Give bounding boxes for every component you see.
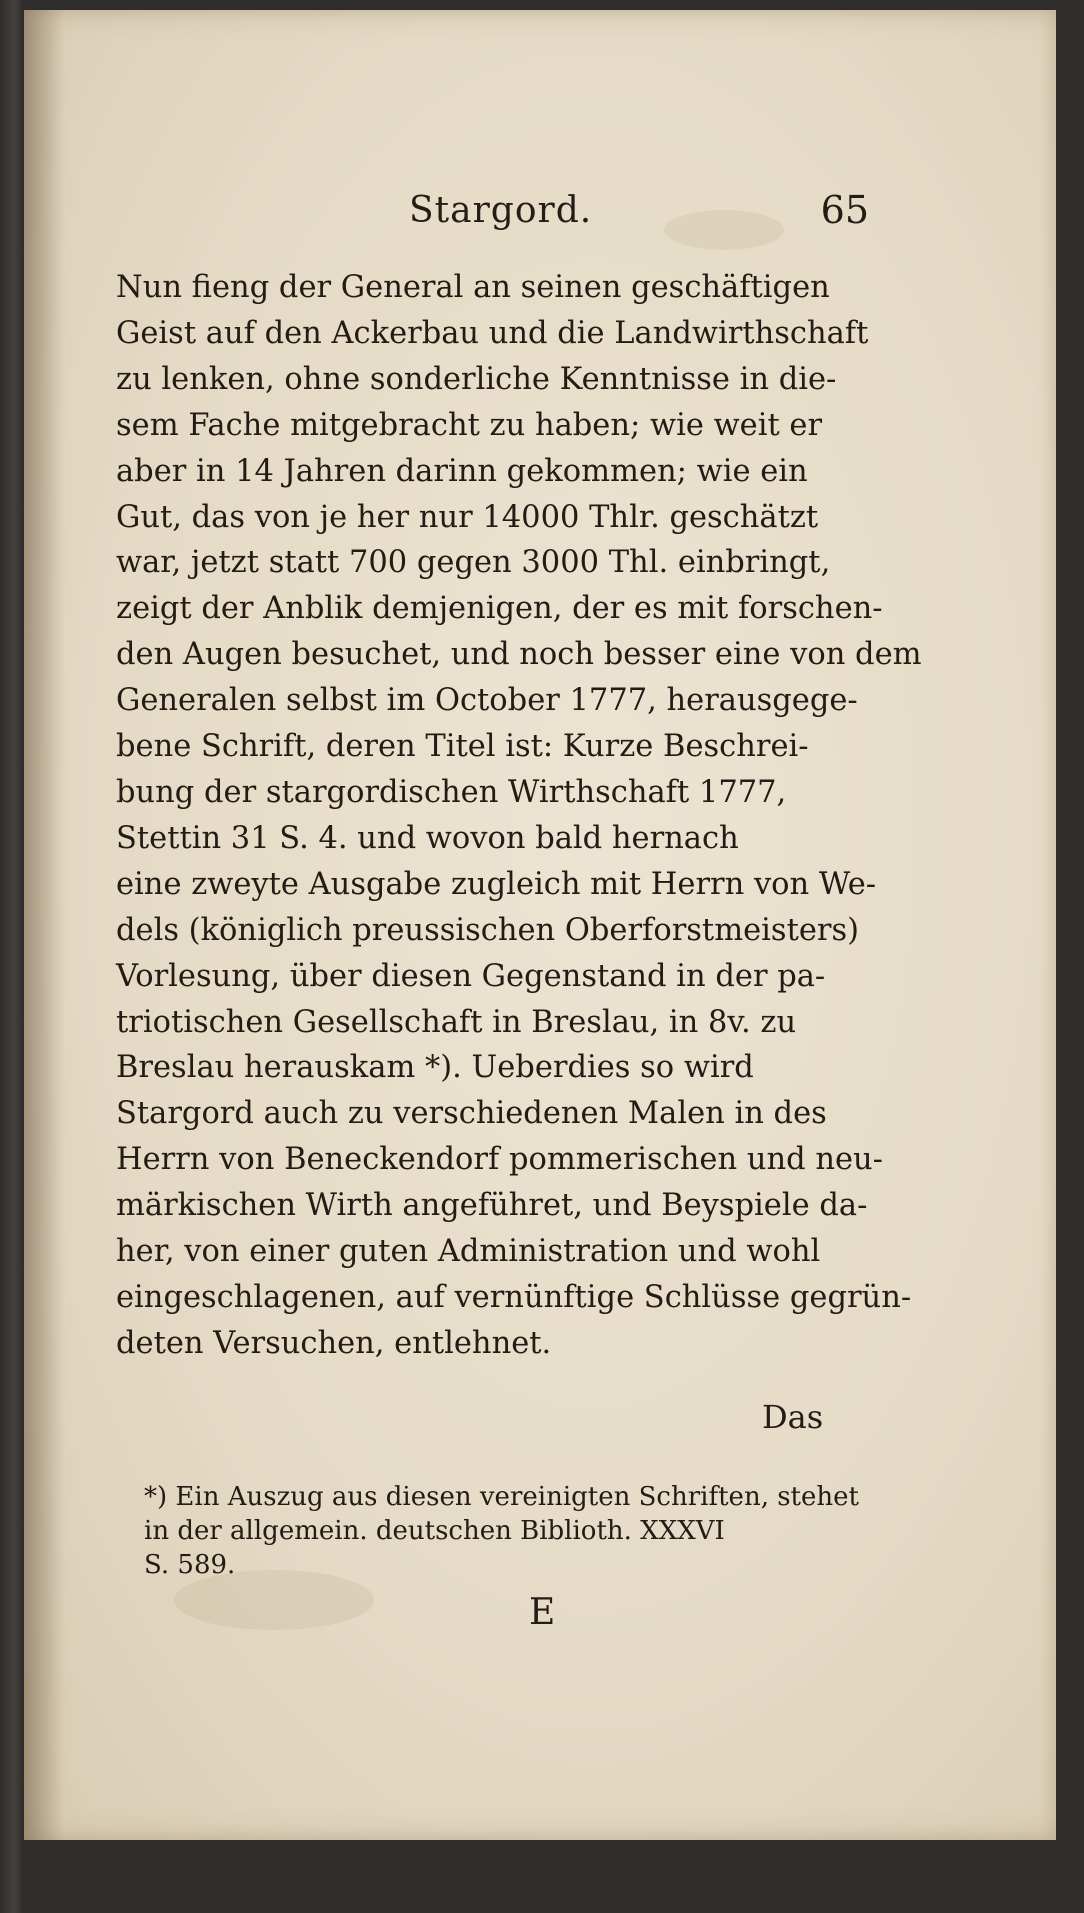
catchword: Das — [762, 1398, 824, 1436]
body-text — [116, 265, 922, 1367]
signature-mark: E — [529, 1592, 556, 1633]
text-line: Gut, das von je her nur 14000 Thlr. geschätzt — [116, 499, 819, 535]
text-line: Herrn von Beneckendorf pommerischen und neu- — [116, 1142, 883, 1178]
text-line: her, von einer guten Administration und wohl — [116, 1234, 821, 1270]
running-head: Stargord. — [409, 190, 593, 231]
text-line: eingeschlagenen, auf vernünftige Schlüsse gegrün- — [116, 1279, 912, 1315]
footnote-line: in der allgemein. deutschen Biblioth. XXXVI — [144, 1516, 725, 1546]
book-page — [24, 10, 1056, 1840]
footnote-line: S. 589. — [144, 1550, 236, 1580]
text-line: bung der stargordischen Wirthschaft 1777, — [116, 774, 787, 810]
text-line: Nun fieng der General an seinen geschäftigen — [116, 270, 830, 305]
text-line: deten Versuchen, entlehnet. — [116, 1325, 552, 1361]
text-line: bene Schrift, deren Titel ist: Kurze Beschrei- — [116, 729, 809, 765]
text-line: eine zweyte Ausgabe zugleich mit Herrn von We- — [116, 866, 877, 902]
text-line: triotischen Gesellschaft in Breslau, in 8v. zu — [116, 1004, 797, 1040]
spine-shadow — [24, 10, 64, 1840]
text-line: den Augen besuchet, und noch besser eine von dem — [116, 637, 922, 673]
page-number: 65 — [820, 188, 869, 232]
footnote-line: *) Ein Auszug aus diesen vereinigten Schriften, stehet — [144, 1482, 859, 1512]
text-line: zeigt der Anblik demjenigen, der es mit forschen- — [116, 591, 883, 627]
text-line: Geist auf den Ackerbau und die Landwirthschaft — [116, 315, 869, 351]
text-line: Generalen selbst im October 1777, herausgege- — [116, 683, 858, 719]
text-line: märkischen Wirth angeführet, und Beyspiele da- — [116, 1188, 868, 1224]
text-line: Vorlesung, über diesen Gegenstand in der pa- — [116, 958, 826, 994]
text-line: Breslau herauskam *). Ueberdies so wird — [116, 1050, 754, 1086]
text-line: sem Fache mitgebracht zu haben; wie weit er — [116, 407, 823, 443]
foxing-stain — [664, 210, 784, 250]
text-line: aber in 14 Jahren darinn gekommen; wie ein — [116, 453, 808, 489]
text-line: dels (königlich preussischen Oberforstmeisters) — [116, 912, 860, 948]
text-line: war, jetzt statt 700 gegen 3000 Thl. einbringt, — [116, 545, 831, 581]
text-line: Stettin 31 S. 4. und wovon bald hernach — [116, 820, 739, 856]
text-line: Stargord auch zu verschiedenen Malen in des — [116, 1096, 827, 1132]
footnote — [144, 1480, 884, 1582]
text-line: zu lenken, ohne sonderliche Kenntnisse in die- — [116, 361, 837, 397]
